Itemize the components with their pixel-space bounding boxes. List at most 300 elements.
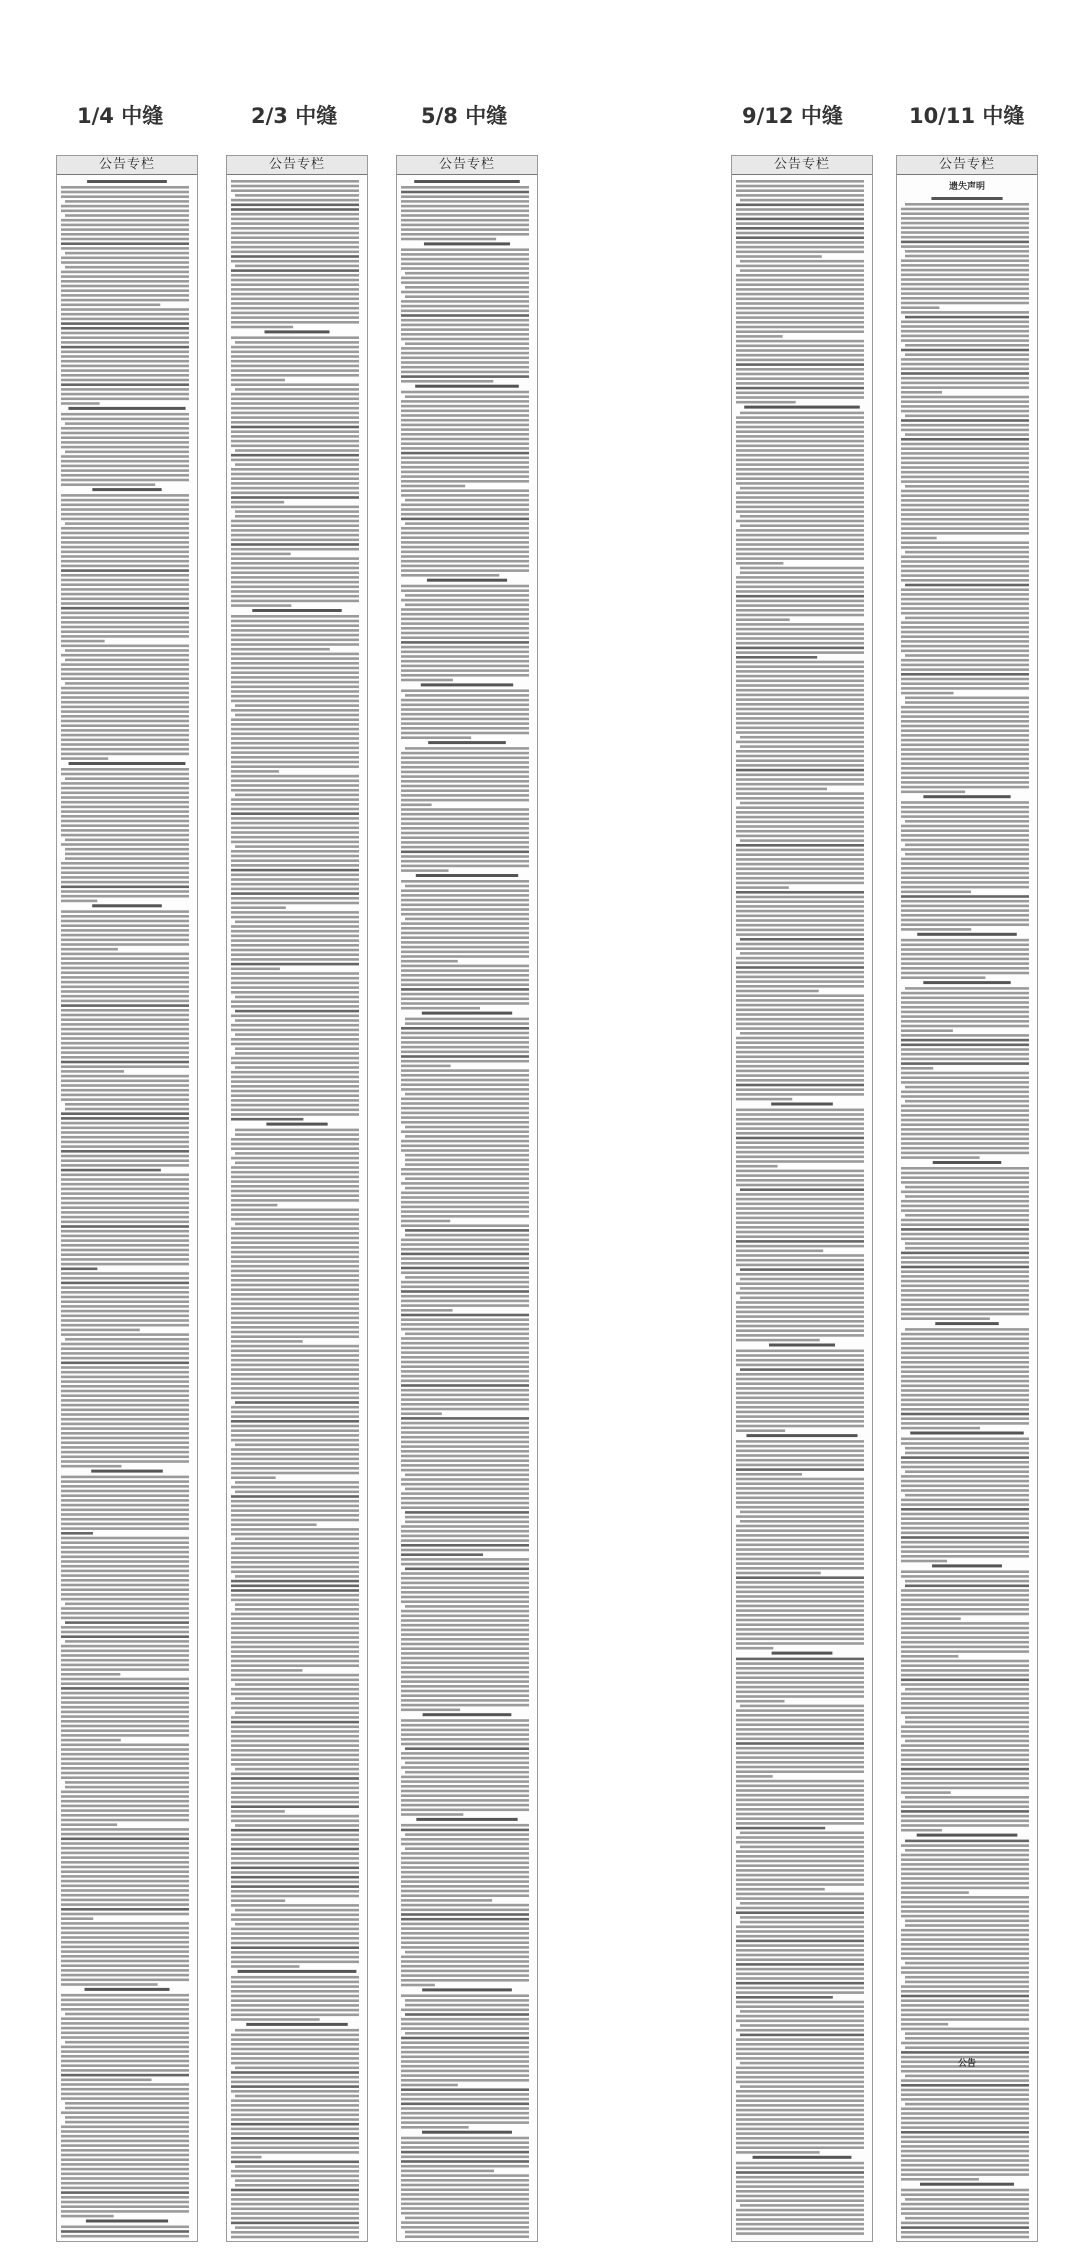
text-line bbox=[61, 1319, 189, 1322]
text-line bbox=[401, 1337, 529, 1340]
text-line bbox=[901, 612, 1029, 615]
text-line bbox=[401, 585, 529, 588]
text-line bbox=[901, 900, 1029, 903]
text-line bbox=[401, 2079, 529, 2082]
text-line bbox=[401, 263, 529, 266]
text-line bbox=[61, 1654, 189, 1657]
text-line bbox=[736, 326, 864, 329]
text-line bbox=[61, 2093, 189, 2096]
text-line bbox=[231, 1528, 359, 1531]
text-line bbox=[901, 1356, 1029, 1359]
text-line bbox=[736, 265, 864, 268]
text-line bbox=[231, 1279, 359, 1282]
text-line bbox=[401, 1314, 529, 1317]
text-line bbox=[231, 407, 359, 410]
text-line bbox=[901, 791, 965, 794]
text-line bbox=[901, 909, 1029, 912]
text-line bbox=[401, 1757, 529, 1760]
text-line bbox=[736, 1591, 864, 1594]
text-line bbox=[61, 1112, 189, 1115]
text-line bbox=[905, 1716, 1029, 1719]
text-line bbox=[736, 445, 864, 448]
text-line bbox=[235, 1603, 359, 1606]
text-line bbox=[736, 665, 864, 668]
text-line bbox=[736, 1581, 864, 1584]
text-line bbox=[61, 1913, 189, 1916]
text-line bbox=[231, 2137, 359, 2140]
text-line bbox=[736, 1609, 864, 1612]
text-line bbox=[401, 2221, 529, 2224]
text-line bbox=[401, 1539, 529, 1542]
text-line bbox=[736, 510, 864, 513]
text-line bbox=[231, 1043, 359, 1046]
text-line bbox=[901, 1768, 1029, 1771]
text-line bbox=[736, 816, 864, 819]
text-line bbox=[231, 2034, 359, 2037]
text-line bbox=[231, 874, 359, 877]
text-line bbox=[901, 1456, 1029, 1459]
text-line bbox=[401, 674, 529, 677]
text-line bbox=[231, 1942, 359, 1945]
text-line bbox=[231, 1890, 359, 1893]
text-line bbox=[905, 1924, 1029, 1927]
text-line bbox=[736, 1879, 864, 1882]
text-line bbox=[235, 449, 359, 452]
text-line bbox=[61, 289, 189, 292]
text-line bbox=[61, 1645, 189, 1648]
text-line bbox=[740, 1368, 864, 1371]
text-line bbox=[61, 1490, 189, 1493]
text-line bbox=[736, 2146, 864, 2149]
text-line bbox=[231, 1495, 359, 1498]
text-line bbox=[61, 995, 189, 998]
text-line bbox=[231, 1256, 359, 1259]
text-line bbox=[61, 1286, 189, 1289]
text-line bbox=[901, 895, 1029, 898]
text-line bbox=[231, 326, 293, 329]
text-line bbox=[231, 374, 359, 377]
text-line bbox=[231, 1932, 359, 1935]
text-line bbox=[231, 935, 359, 938]
text-line bbox=[736, 293, 864, 296]
text-line bbox=[61, 710, 189, 713]
text-line bbox=[61, 360, 189, 363]
text-line bbox=[61, 1249, 189, 1252]
text-line bbox=[231, 1843, 359, 1846]
text-line bbox=[401, 1055, 529, 1058]
text-line bbox=[231, 454, 359, 457]
text-line bbox=[901, 1896, 1029, 1899]
text-line bbox=[401, 438, 529, 441]
text-line bbox=[901, 1333, 1029, 1336]
text-line bbox=[736, 227, 864, 230]
text-line bbox=[61, 895, 189, 898]
text-line bbox=[61, 792, 189, 795]
text-line bbox=[901, 659, 1029, 662]
text-line bbox=[231, 1057, 359, 1060]
text-line bbox=[401, 1733, 529, 1736]
text-line bbox=[231, 1754, 359, 1757]
text-line bbox=[740, 1846, 864, 1849]
text-line bbox=[401, 400, 529, 403]
text-line bbox=[405, 1474, 529, 1477]
text-line bbox=[61, 943, 189, 946]
text-line bbox=[235, 194, 359, 197]
text-line bbox=[231, 742, 359, 745]
text-line bbox=[235, 714, 359, 717]
text-line bbox=[740, 2034, 864, 2037]
text-line bbox=[401, 771, 529, 774]
text-line bbox=[401, 1558, 529, 1561]
text-line bbox=[231, 1090, 359, 1093]
column-header: 公告专栏 bbox=[897, 156, 1037, 175]
text-line bbox=[231, 1782, 359, 1785]
text-line bbox=[736, 2118, 864, 2121]
text-line bbox=[61, 1117, 189, 1120]
text-line bbox=[231, 1218, 359, 1221]
text-line bbox=[231, 539, 359, 542]
text-line bbox=[231, 939, 359, 942]
text-line bbox=[61, 1612, 189, 1615]
text-line bbox=[901, 1058, 1029, 1061]
text-line bbox=[401, 1904, 529, 1907]
text-line bbox=[901, 1461, 1029, 1464]
text-line bbox=[905, 203, 1029, 206]
text-line bbox=[231, 346, 359, 349]
text-line bbox=[231, 1472, 359, 1475]
text-line bbox=[740, 1902, 864, 1905]
text-line bbox=[736, 1046, 864, 1049]
text-line bbox=[401, 1638, 529, 1641]
text-line bbox=[61, 900, 97, 903]
text-line bbox=[736, 670, 864, 673]
text-line bbox=[401, 1813, 463, 1816]
text-line bbox=[61, 768, 189, 771]
text-line bbox=[231, 1293, 359, 1296]
text-line bbox=[231, 185, 359, 188]
text-line bbox=[740, 802, 864, 805]
text-line bbox=[231, 2203, 359, 2206]
text-line bbox=[61, 668, 189, 671]
text-line bbox=[736, 2190, 864, 2193]
text-line bbox=[736, 1207, 864, 1210]
text-line bbox=[61, 398, 189, 401]
text-line bbox=[736, 562, 783, 565]
text-line bbox=[736, 1954, 864, 1957]
text-line bbox=[61, 1880, 189, 1883]
text-line bbox=[231, 1109, 359, 1112]
text-line bbox=[401, 813, 529, 816]
text-line bbox=[736, 2195, 864, 2198]
text-line bbox=[231, 482, 359, 485]
text-line bbox=[61, 1551, 189, 1554]
text-line bbox=[901, 1735, 1029, 1738]
text-line bbox=[905, 1721, 1029, 1724]
text-line bbox=[231, 1777, 359, 1780]
text-line bbox=[736, 595, 864, 598]
text-line bbox=[736, 1667, 864, 1670]
text-line bbox=[231, 1622, 359, 1625]
text-line bbox=[740, 1520, 864, 1523]
text-line bbox=[736, 1558, 864, 1561]
text-line bbox=[405, 1833, 529, 1836]
text-line bbox=[740, 1921, 864, 1924]
text-line bbox=[231, 189, 359, 192]
text-line bbox=[405, 2235, 529, 2238]
text-line bbox=[231, 624, 359, 627]
text-line bbox=[901, 2098, 1029, 2101]
text-line bbox=[401, 1984, 435, 1987]
text-line bbox=[61, 1885, 189, 1888]
text-line bbox=[901, 1375, 1029, 1378]
text-line bbox=[61, 934, 189, 937]
text-line bbox=[901, 1608, 1029, 1611]
text-line bbox=[401, 1780, 529, 1783]
text-line bbox=[61, 1791, 189, 1794]
text-line bbox=[401, 789, 529, 792]
text-line bbox=[231, 1005, 359, 1008]
text-line bbox=[736, 246, 864, 249]
text-line bbox=[901, 2126, 1029, 2129]
text-line bbox=[901, 1289, 1029, 1292]
text-line bbox=[901, 1550, 1029, 1553]
text-line bbox=[61, 2064, 189, 2067]
text-line bbox=[736, 1397, 864, 1400]
text-line bbox=[901, 972, 1029, 975]
text-line bbox=[401, 827, 529, 830]
text-line bbox=[61, 393, 189, 396]
text-line bbox=[901, 1191, 1029, 1194]
text-line bbox=[736, 1292, 864, 1295]
text-line bbox=[736, 377, 864, 380]
text-line bbox=[401, 1398, 529, 1401]
text-line bbox=[736, 1350, 864, 1353]
text-line bbox=[736, 2057, 864, 2060]
text-line bbox=[740, 938, 864, 941]
text-line bbox=[61, 583, 189, 586]
text-line bbox=[61, 369, 189, 372]
text-line bbox=[61, 1056, 189, 1059]
text-line bbox=[61, 1037, 189, 1040]
text-line bbox=[736, 1454, 864, 1457]
text-line bbox=[61, 1805, 189, 1808]
text-line bbox=[736, 421, 864, 424]
notice-heading-line bbox=[427, 579, 507, 582]
text-line bbox=[736, 1459, 864, 1462]
text-line bbox=[231, 653, 359, 656]
text-line bbox=[736, 684, 864, 687]
text-line bbox=[231, 501, 284, 504]
text-line bbox=[736, 849, 864, 852]
text-line bbox=[401, 889, 529, 892]
text-line bbox=[61, 346, 189, 349]
text-line bbox=[401, 233, 529, 236]
text-line bbox=[61, 1272, 189, 1275]
text-line bbox=[901, 429, 1029, 432]
text-line bbox=[736, 821, 864, 824]
column-header: 公告专栏 bbox=[227, 156, 367, 175]
text-line bbox=[61, 2097, 189, 2100]
text-line bbox=[901, 2222, 1029, 2225]
text-line bbox=[736, 1392, 864, 1395]
text-line bbox=[901, 504, 1029, 507]
text-line bbox=[231, 218, 359, 221]
text-line bbox=[61, 1664, 189, 1667]
text-line bbox=[61, 1188, 189, 1191]
text-line bbox=[736, 2228, 864, 2231]
text-line bbox=[736, 1184, 864, 1187]
text-line bbox=[231, 445, 359, 448]
text-line bbox=[231, 1113, 359, 1116]
text-line bbox=[901, 944, 1029, 947]
text-line bbox=[736, 1855, 864, 1858]
text-line bbox=[740, 199, 864, 202]
text-line bbox=[61, 565, 189, 568]
text-line bbox=[901, 958, 1029, 961]
column-header: 公告专栏 bbox=[397, 156, 537, 175]
text-line bbox=[401, 352, 529, 355]
text-line bbox=[235, 2095, 359, 2098]
text-line bbox=[736, 1160, 864, 1163]
text-line bbox=[401, 1666, 529, 1669]
notice-heading-line bbox=[91, 1470, 163, 1473]
text-line bbox=[235, 515, 359, 518]
text-line bbox=[231, 1740, 359, 1743]
text-line bbox=[901, 1697, 1029, 1700]
text-line bbox=[61, 1701, 189, 1704]
text-line bbox=[901, 1829, 942, 1832]
text-line bbox=[61, 820, 189, 823]
text-line bbox=[231, 1118, 303, 1121]
text-line bbox=[736, 1628, 864, 1631]
text-line bbox=[61, 1409, 189, 1412]
text-line bbox=[736, 477, 864, 480]
text-line bbox=[235, 1575, 359, 1578]
text-line bbox=[231, 968, 280, 971]
text-line bbox=[61, 876, 189, 879]
text-line bbox=[736, 1004, 864, 1007]
text-line bbox=[901, 928, 971, 931]
text-line bbox=[401, 1752, 529, 1755]
text-line bbox=[401, 822, 529, 825]
text-line bbox=[61, 1394, 189, 1397]
text-line bbox=[231, 1368, 359, 1371]
text-line bbox=[901, 217, 1029, 220]
text-line bbox=[901, 1181, 1029, 1184]
text-line bbox=[231, 298, 359, 301]
text-line bbox=[905, 1740, 1029, 1743]
text-line bbox=[901, 744, 1029, 747]
text-line bbox=[61, 1385, 189, 1388]
text-line bbox=[61, 2130, 189, 2133]
text-line bbox=[405, 522, 529, 525]
text-line bbox=[736, 717, 864, 720]
text-line bbox=[901, 2084, 1029, 2087]
text-line bbox=[401, 1913, 529, 1916]
text-line bbox=[901, 881, 1029, 884]
text-line bbox=[905, 255, 1029, 258]
text-line bbox=[736, 1752, 864, 1755]
text-line bbox=[736, 1803, 864, 1806]
text-line bbox=[401, 1069, 529, 1072]
text-line bbox=[231, 850, 359, 853]
text-line bbox=[901, 382, 1029, 385]
text-line bbox=[901, 781, 1029, 784]
text-line bbox=[61, 2135, 189, 2138]
text-line bbox=[401, 1323, 529, 1326]
text-line bbox=[65, 2116, 189, 2119]
text-line bbox=[231, 784, 359, 787]
text-line bbox=[901, 862, 1029, 865]
text-line bbox=[736, 933, 864, 936]
text-line bbox=[736, 520, 864, 523]
text-line bbox=[61, 986, 189, 989]
text-line bbox=[736, 2071, 864, 2074]
text-line bbox=[905, 1840, 1029, 1843]
text-line bbox=[231, 1580, 359, 1583]
text-line bbox=[405, 1999, 529, 2002]
text-line bbox=[736, 298, 864, 301]
text-line bbox=[231, 1029, 359, 1032]
text-line bbox=[61, 294, 189, 297]
text-line bbox=[901, 711, 1029, 714]
text-line bbox=[61, 967, 189, 970]
text-line bbox=[65, 2121, 189, 2124]
text-line bbox=[901, 1034, 1029, 1037]
text-line bbox=[61, 304, 160, 307]
text-line bbox=[231, 199, 359, 202]
text-line bbox=[61, 1404, 189, 1407]
text-line bbox=[231, 615, 359, 618]
text-line bbox=[231, 991, 359, 994]
text-line bbox=[61, 1668, 189, 1671]
text-line bbox=[61, 1164, 189, 1167]
text-line bbox=[231, 789, 359, 792]
text-line bbox=[401, 1271, 529, 1274]
text-line bbox=[401, 1328, 529, 1331]
text-line bbox=[736, 741, 864, 744]
text-line bbox=[401, 1600, 529, 1603]
text-line bbox=[901, 1707, 1029, 1710]
text-line bbox=[736, 1450, 864, 1453]
text-line bbox=[736, 1315, 864, 1318]
text-line bbox=[401, 210, 529, 213]
text-line bbox=[901, 292, 1029, 295]
text-line bbox=[401, 708, 529, 711]
text-line bbox=[901, 607, 1029, 610]
text-line bbox=[61, 2149, 189, 2152]
text-line bbox=[61, 2191, 189, 2194]
text-line bbox=[231, 1965, 299, 1968]
text-line bbox=[901, 1773, 1029, 1776]
text-line bbox=[736, 1874, 864, 1877]
text-line bbox=[401, 1389, 529, 1392]
text-line bbox=[61, 238, 189, 241]
text-line bbox=[901, 349, 1029, 352]
text-line bbox=[901, 2093, 1029, 2096]
text-line bbox=[901, 1044, 1029, 1047]
text-line bbox=[401, 1007, 480, 1010]
text-line bbox=[736, 1614, 864, 1617]
notice-heading-line bbox=[423, 1713, 512, 1716]
text-line bbox=[401, 281, 529, 284]
text-line bbox=[405, 1333, 529, 1336]
text-line bbox=[401, 291, 529, 294]
text-line bbox=[401, 2146, 529, 2149]
text-line bbox=[901, 377, 1029, 380]
text-line bbox=[401, 2084, 458, 2087]
text-line bbox=[231, 440, 359, 443]
